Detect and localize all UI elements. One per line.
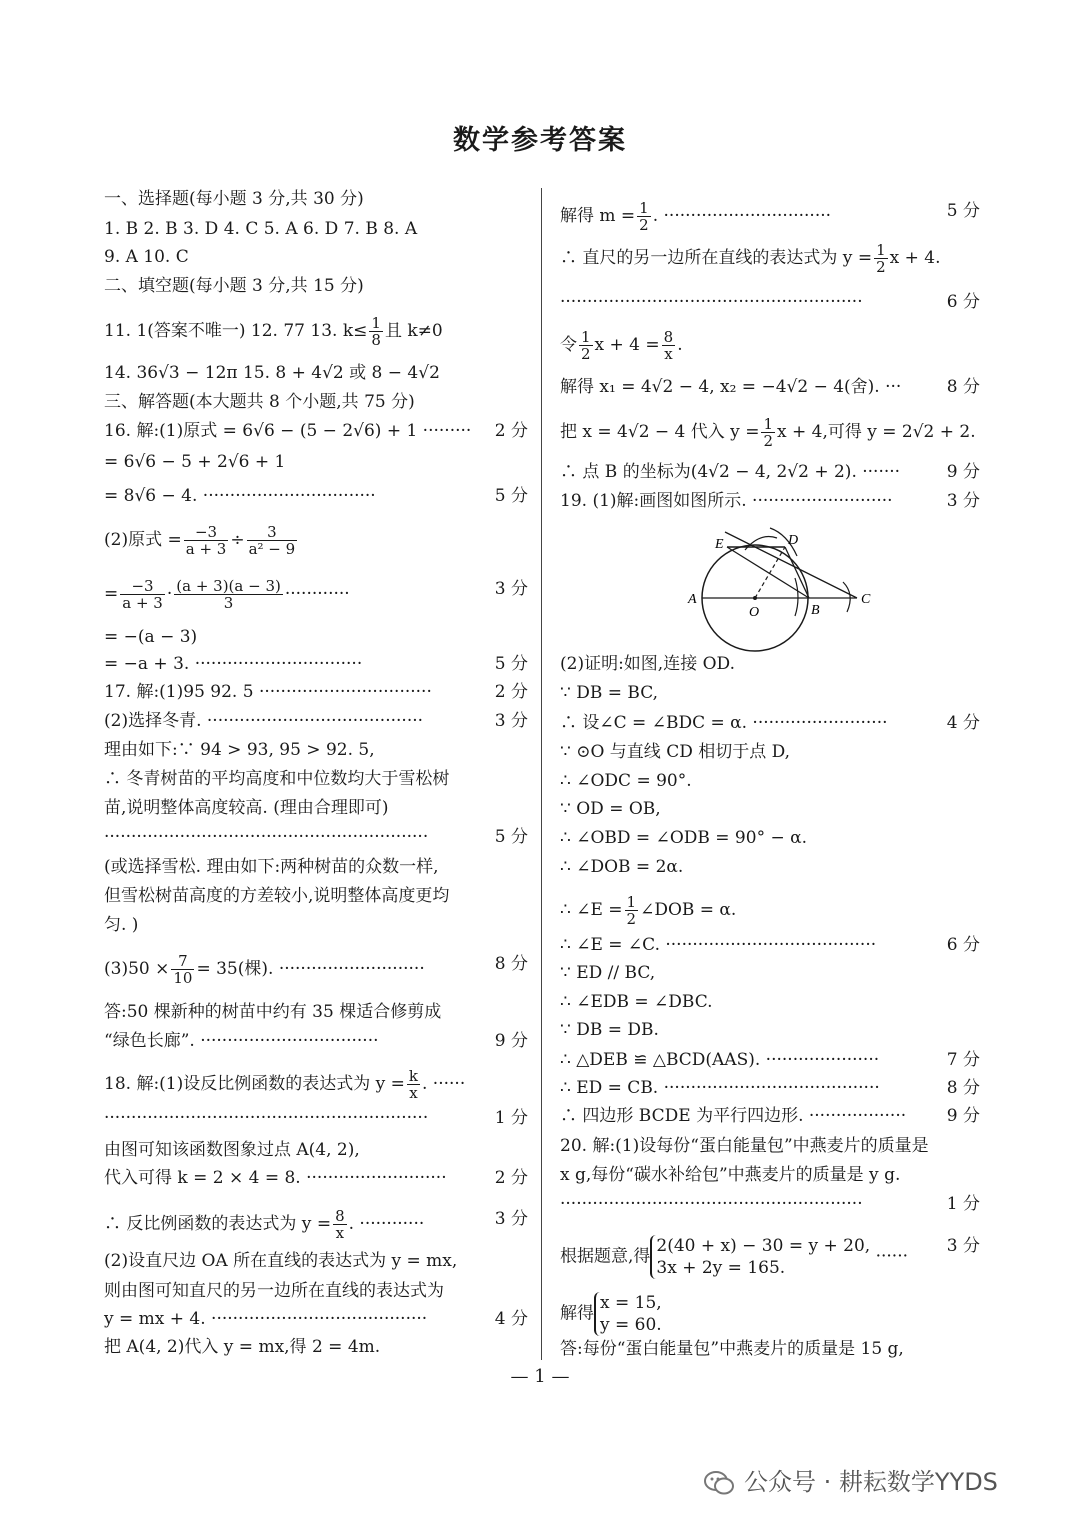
- equation-system: [594, 1292, 662, 1336]
- line-text: ∴ 四边形 BCDE 为平行四边形. ··················: [560, 1106, 907, 1126]
- line-text: ∵ DB = DB.: [560, 1020, 659, 1040]
- score: 8 分: [946, 377, 980, 397]
- line-text: 把 A(4, 2)代入 y = mx,得 2 = 4m.: [104, 1337, 381, 1357]
- column-divider: [541, 188, 542, 1360]
- line-text: ·: [166, 584, 173, 604]
- answer-line: [104, 914, 528, 936]
- answer-line: [560, 798, 980, 820]
- line-text: 匀. ): [104, 915, 139, 935]
- line-text: ∵ DB = BC,: [560, 683, 659, 703]
- line-text: 一、选择题(每小题 3 分,共 30 分): [104, 189, 364, 209]
- fraction: [761, 416, 775, 449]
- score: 7 分: [946, 1050, 980, 1070]
- label-a: A: [688, 592, 697, 607]
- answer-line: [104, 391, 528, 413]
- score: 2 分: [494, 682, 528, 702]
- answer-line: [104, 485, 528, 507]
- line-text: 答:50 棵新种的树苗中约有 35 棵适合修剪成: [104, 1002, 442, 1022]
- score: 2 分: [494, 1168, 528, 1188]
- line-text: 1. B 2. B 3. D 4. C 5. A 6. D 7. B 8. A: [104, 219, 418, 239]
- answer-line: [560, 291, 980, 313]
- answer-line: [104, 1308, 528, 1330]
- answer-line: [560, 1338, 980, 1360]
- answer-line: [104, 1068, 528, 1101]
- line-text: 解得 m =: [560, 206, 636, 226]
- fraction: [369, 315, 383, 348]
- denominator: 8: [371, 331, 381, 349]
- line-text: . ······: [422, 1074, 466, 1094]
- answer-line: [104, 218, 528, 240]
- answer-line: [104, 362, 528, 384]
- line-text: ∴ 冬青树苗的平均高度和中位数均大于雪松树: [104, 769, 450, 789]
- fraction: [407, 1068, 420, 1101]
- line-text: (2)原式 =: [104, 530, 182, 550]
- numerator: 1: [581, 328, 591, 346]
- answer-line: [560, 991, 980, 1013]
- equation-system: [650, 1235, 870, 1279]
- numerator: (a + 3)(a − 3): [176, 577, 281, 595]
- score: 6 分: [946, 935, 980, 955]
- score: 4 分: [494, 1309, 528, 1329]
- line-text: ∴ 点 B 的坐标为(4√2 − 4, 2√2 + 2). ·······: [560, 462, 901, 482]
- line-text: =: [104, 584, 119, 604]
- score: 9 分: [494, 1031, 528, 1051]
- line-text: ∴ ED = CB. ········································: [560, 1078, 880, 1098]
- answer-line: [560, 1049, 980, 1071]
- label-b: B: [811, 603, 820, 618]
- denominator: 3: [223, 594, 234, 612]
- answer-line: [104, 1280, 528, 1302]
- line-text: ∠DOB = α.: [640, 900, 737, 920]
- line-text: ∴ 直尺的另一边所在直线的表达式为 y =: [560, 248, 873, 268]
- label-o: O: [749, 605, 760, 620]
- page-title: 数学参考答案: [453, 125, 627, 156]
- answer-line: [560, 770, 980, 792]
- score: 5 分: [494, 827, 528, 847]
- answer-line: [560, 329, 980, 362]
- score: 3 分: [494, 711, 528, 731]
- answer-line: [104, 524, 528, 557]
- score: 9 分: [946, 1106, 980, 1126]
- answer-line: [560, 200, 980, 233]
- score: 3 分: [946, 491, 980, 511]
- fraction: [579, 329, 593, 362]
- line-text: 代入可得 k = 2 × 4 = 8. ··························: [104, 1168, 447, 1188]
- score: 1 分: [946, 1194, 980, 1214]
- numerator: 3: [247, 524, 298, 541]
- answer-line: [560, 1019, 980, 1041]
- fraction: [637, 200, 651, 233]
- equation: y = 60.: [600, 1315, 662, 1335]
- score: 3 分: [494, 579, 528, 599]
- line-text: 9. A 10. C: [104, 247, 189, 267]
- answer-line: [104, 1167, 528, 1189]
- line-text: = 35(棵). ···························: [196, 959, 425, 979]
- fraction: [174, 578, 283, 611]
- line-text: 则由图可知直尺的另一边所在直线的表达式为: [104, 1281, 444, 1301]
- label-d: D: [788, 533, 799, 548]
- line-text: (3)50 ×: [104, 959, 170, 979]
- score: 9 分: [946, 462, 980, 482]
- line-text: 把 x = 4√2 − 4 代入 y =: [560, 422, 760, 442]
- answer-line: [560, 1105, 980, 1127]
- answer-line: [560, 490, 980, 512]
- center-dot: [753, 596, 757, 600]
- line-text: ∴ ∠E =: [560, 900, 623, 920]
- answer-line: [104, 451, 528, 473]
- line-text: 理由如下:∵ 94 > 93, 95 > 92. 5,: [104, 740, 375, 760]
- line-text: x g,每份“碳水补给包”中燕麦片的质量是 y g.: [560, 1165, 901, 1185]
- line-text: ∴ ∠OBD = ∠ODB = 90° − α.: [560, 828, 807, 848]
- score: 5 分: [494, 654, 528, 674]
- line-text: ∴ 设∠C = ∠BDC = α. ·························: [560, 713, 888, 733]
- answer-line: [560, 856, 980, 878]
- numerator: 8: [663, 328, 674, 346]
- label-c: C: [861, 592, 871, 607]
- answer-line: [560, 712, 980, 734]
- line-text: ÷: [230, 530, 245, 550]
- fraction: [120, 578, 165, 611]
- score: 6 分: [946, 292, 980, 312]
- score: 3 分: [946, 1236, 980, 1256]
- line-text: = −(a − 3): [104, 627, 198, 647]
- answer-line: [560, 416, 980, 449]
- line-text: 20. 解:(1)设每份“蛋白能量包”中燕麦片的质量是: [560, 1136, 929, 1156]
- arc-mark-3: [843, 582, 850, 612]
- line-text: (2)设直尺边 OA 所在直线的表达式为 y = mx,: [104, 1251, 458, 1271]
- answer-line: [104, 797, 528, 819]
- answer-line: [104, 420, 528, 442]
- line-text: ························································: [560, 1194, 863, 1214]
- line-text: 三、解答题(本大题共 8 个小题,共 75 分): [104, 392, 415, 412]
- line-text: = 8√6 − 4. ································: [104, 486, 376, 506]
- line-text: 17. 解:(1)95 92. 5 ································: [104, 682, 432, 702]
- line-text: 11. 1(答案不唯一) 12. 77 13. k≤: [104, 321, 368, 341]
- watermark-text: 公众号 · 耕耘数学YYDS: [744, 1468, 998, 1496]
- answer-line: [560, 1135, 980, 1157]
- score: 4 分: [946, 713, 980, 733]
- answer-line: [104, 1336, 528, 1358]
- line-text: y = mx + 4. ········································: [104, 1309, 428, 1329]
- line-text: ∴ 反比例函数的表达式为 y =: [104, 1214, 332, 1234]
- line-text: ∵ ED // BC,: [560, 963, 656, 983]
- denominator: 2: [763, 432, 773, 450]
- fraction: [333, 1208, 347, 1241]
- numerator: 8: [335, 1207, 345, 1225]
- answer-line: [104, 315, 528, 348]
- answer-line: [560, 1235, 980, 1279]
- answer-line: [104, 739, 528, 761]
- score: 5 分: [946, 201, 980, 221]
- figure-19-diagram: [685, 520, 875, 660]
- line-text: 14. 36√3 − 12π 15. 8 + 4√2 或 8 − 4√2: [104, 363, 440, 383]
- fraction: [625, 894, 639, 927]
- score: 2 分: [494, 421, 528, 441]
- line-text: 根据题意,得: [560, 1246, 651, 1267]
- answer-line: [560, 741, 980, 763]
- line-text: 解得: [560, 1303, 594, 1324]
- equation: 2(40 + x) − 30 = y + 20,: [656, 1236, 871, 1256]
- answer-line: [104, 1208, 528, 1241]
- answer-line: [560, 1193, 980, 1215]
- line-text: 由图可知该函数图象过点 A(4, 2),: [104, 1140, 360, 1160]
- answer-line: [104, 275, 528, 297]
- line-text: 二、填空题(每小题 3 分,共 15 分): [104, 276, 364, 296]
- line-text: (或选择雪松. 理由如下:两种树苗的众数一样,: [104, 857, 439, 877]
- equation: 3x + 2y = 165.: [656, 1258, 786, 1278]
- line-text: (2)证明:如图,连接 OD.: [560, 654, 735, 674]
- answer-line: [104, 653, 528, 675]
- line-text: ························································: [560, 292, 863, 312]
- answer-line: [560, 827, 980, 849]
- line-text: 令: [560, 335, 577, 355]
- line-text: 但雪松树苗高度的方差较小,说明整体高度更均: [104, 886, 450, 906]
- answer-line: [104, 1107, 528, 1129]
- line-text: 19. (1)解:画图如图所示. ··························: [560, 491, 893, 511]
- answer-line: [560, 962, 980, 984]
- fraction: [662, 329, 676, 362]
- line-text: ∴ ∠EDB = ∠DBC.: [560, 992, 713, 1012]
- score: 8 分: [494, 954, 528, 974]
- line-text: .: [677, 335, 683, 355]
- answer-line: [104, 578, 528, 611]
- answer-line: [104, 768, 528, 790]
- equation: x = 15,: [600, 1293, 662, 1313]
- denominator: x: [664, 345, 673, 363]
- line-text: ∴ △DEB ≌ △BCD(AAS). ·····················: [560, 1050, 880, 1070]
- numerator: 1: [626, 893, 637, 911]
- answer-line: [104, 856, 528, 878]
- answer-line: [104, 826, 528, 848]
- answer-line: [104, 1250, 528, 1272]
- denominator: x: [409, 1084, 418, 1102]
- line-text: . ············: [348, 1214, 425, 1234]
- line-text: 苗,说明整体高度较高. (理由合理即可): [104, 798, 389, 818]
- denominator: 2: [626, 910, 637, 928]
- denominator: 2: [639, 216, 649, 234]
- denominator: 2: [581, 345, 591, 363]
- denominator: a² − 9: [248, 540, 296, 558]
- line-text: ····························································: [104, 827, 429, 847]
- line-text: 解得 x₁ = 4√2 − 4, x₂ = −4√2 − 4(舍). ···: [560, 377, 902, 397]
- line-text: ∴ ∠ODC = 90°.: [560, 771, 692, 791]
- fraction: [247, 524, 298, 557]
- answer-line: [560, 1164, 980, 1186]
- score: 1 分: [494, 1108, 528, 1128]
- numerator: −3: [184, 524, 229, 541]
- line-text: = 6√6 − 5 + 2√6 + 1: [104, 452, 286, 472]
- numerator: 7: [171, 953, 194, 970]
- line-text: “绿色长廊”. ·································: [104, 1031, 379, 1051]
- score: 5 分: [494, 486, 528, 506]
- line-text: 答:每份“蛋白能量包”中燕麦片的质量是 15 g,: [560, 1339, 904, 1359]
- wechat-icon: [704, 1470, 734, 1496]
- answer-line: [104, 885, 528, 907]
- watermark: [704, 1462, 998, 1497]
- answer-line: [560, 461, 980, 483]
- answer-line: [104, 1139, 528, 1161]
- line-text: = −a + 3. ·······························: [104, 654, 363, 674]
- line-text: ∵ ⊙O 与直线 CD 相切于点 D,: [560, 742, 791, 762]
- numerator: 1: [876, 241, 886, 259]
- numerator: k: [408, 1067, 418, 1085]
- line-text: 且 k≠0: [384, 321, 443, 341]
- line-text: x + 4.: [889, 248, 941, 268]
- answer-line: [104, 710, 528, 732]
- answer-line: [104, 953, 528, 986]
- line-text: ············: [284, 584, 350, 604]
- denominator: a + 3: [185, 540, 227, 558]
- numerator: 1: [763, 415, 773, 433]
- line-text: ······: [870, 1246, 909, 1267]
- fraction: [874, 242, 888, 275]
- numerator: −3: [120, 578, 165, 595]
- answer-line: [560, 1077, 980, 1099]
- line-text: ∵ OD = OB,: [560, 799, 661, 819]
- line-text: x + 4 =: [594, 335, 660, 355]
- page-number: — 1 —: [510, 1366, 570, 1387]
- denominator: a + 3: [122, 594, 163, 612]
- numerator: 1: [371, 314, 381, 332]
- answer-line: [560, 934, 980, 956]
- answer-line: [104, 246, 528, 268]
- score: 8 分: [946, 1078, 980, 1098]
- score: 3 分: [494, 1209, 528, 1229]
- answer-line: [104, 1001, 528, 1023]
- answer-line: [560, 242, 980, 275]
- answer-line: [560, 682, 980, 704]
- fraction: [184, 524, 229, 557]
- fraction: [171, 953, 194, 986]
- line-text: . ·······························: [652, 206, 832, 226]
- denominator: 10: [173, 969, 193, 987]
- line-text: 18. 解:(1)设反比例函数的表达式为 y =: [104, 1074, 405, 1094]
- line-text: ∴ ∠E = ∠C. ·······································: [560, 935, 877, 955]
- answer-line: [560, 376, 980, 398]
- line-text: x + 4,可得 y = 2√2 + 2.: [776, 422, 976, 442]
- arc-mark-4: [795, 578, 798, 616]
- numerator: 1: [639, 199, 649, 217]
- denominator: 2: [876, 258, 886, 276]
- answer-line: [104, 626, 528, 648]
- answer-line: [560, 894, 980, 927]
- answer-line: [104, 681, 528, 703]
- answer-line: [104, 1030, 528, 1052]
- line-text: (2)选择冬青. ········································: [104, 711, 424, 731]
- answer-line: [560, 1292, 980, 1336]
- line-text: 16. 解:(1)原式 = 6√6 − (5 − 2√6) + 1 ·········: [104, 421, 472, 441]
- denominator: x: [335, 1224, 345, 1242]
- line-text: ∴ ∠DOB = 2α.: [560, 857, 684, 877]
- line-text: ····························································: [104, 1108, 429, 1128]
- label-e: E: [715, 537, 724, 552]
- answer-line: [104, 188, 528, 210]
